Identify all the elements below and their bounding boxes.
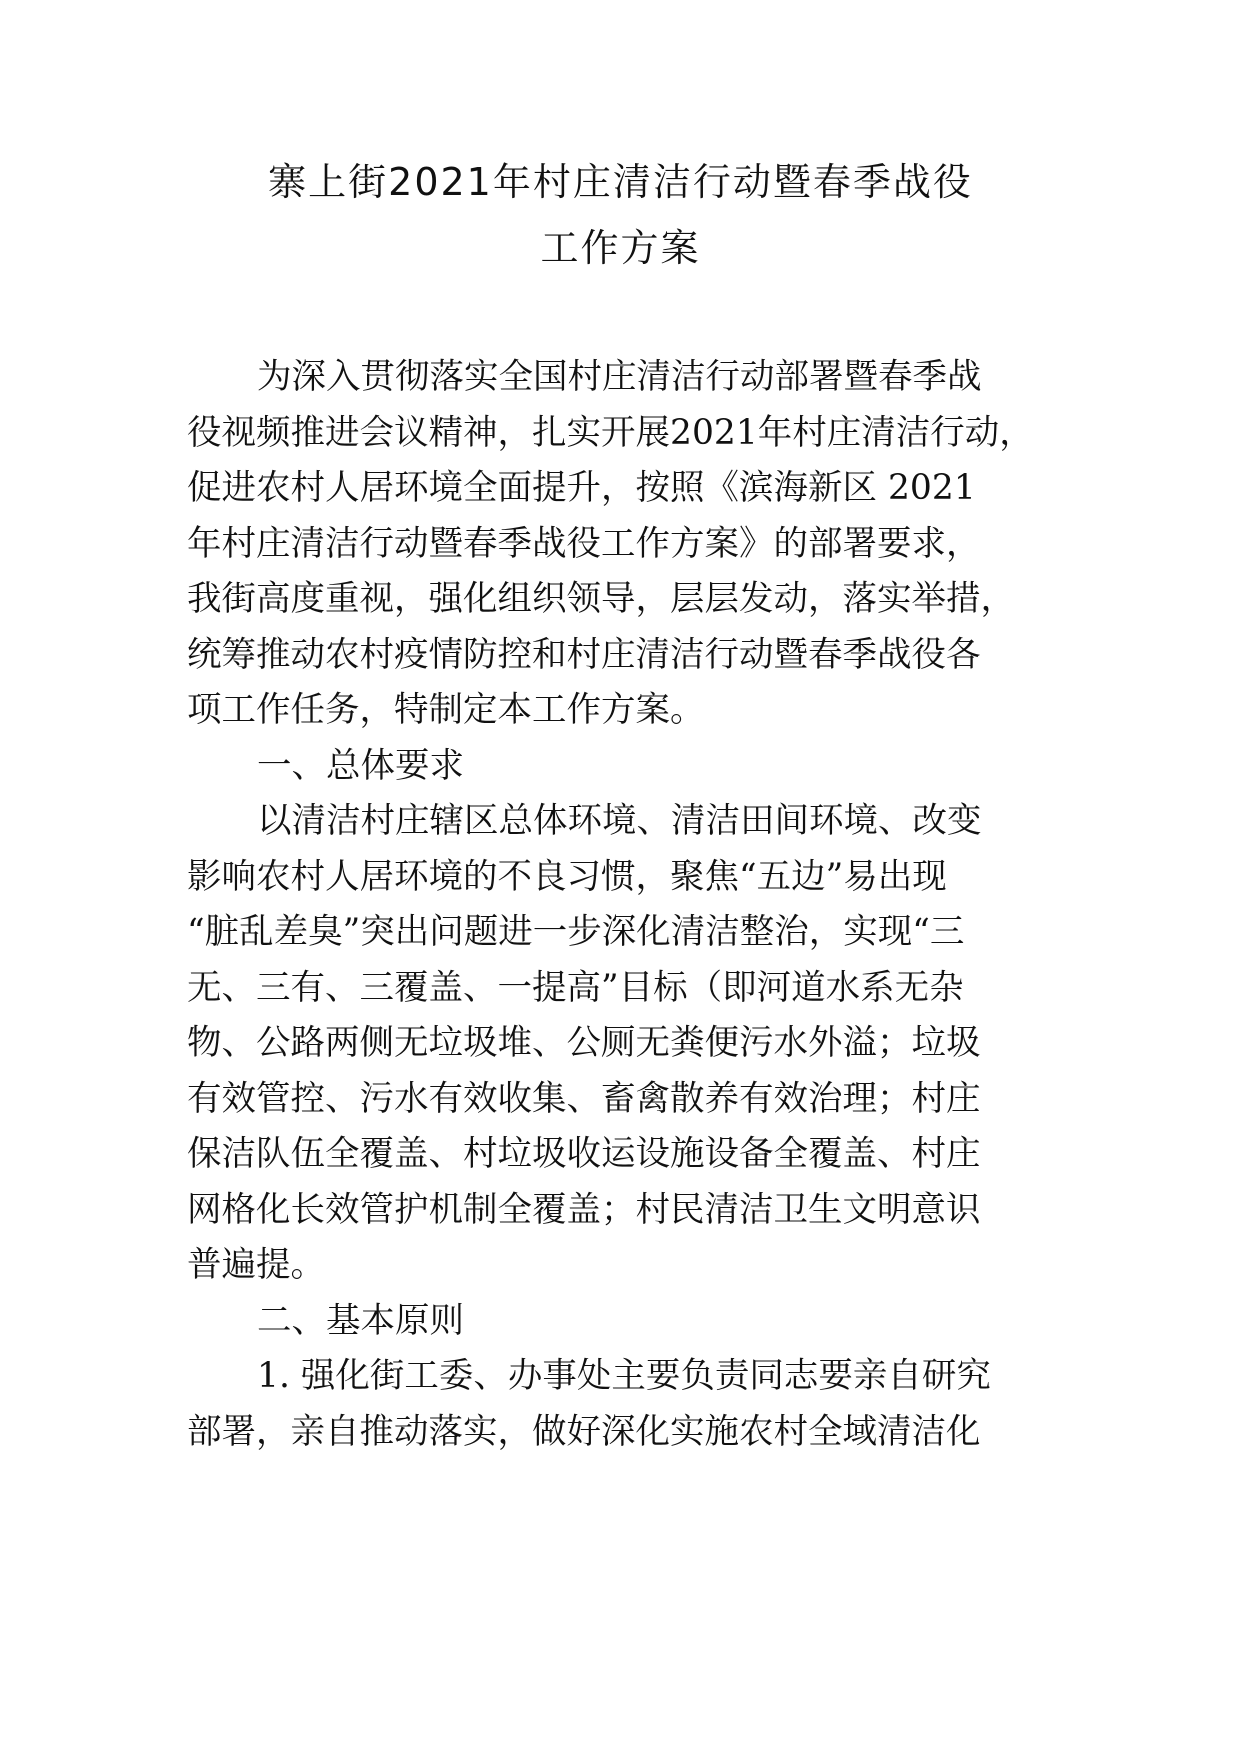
- paragraph-1-line: 役视频推进会议精神，扎实开展2021年村庄清洁行动，: [187, 412, 1034, 453]
- paragraph-2-line: “脏乱差臭”突出问题进一步深化清洁整治，实现“三: [187, 912, 965, 952]
- paragraph-2-line: 物、公路两侧无垃圾堆、公厕无粪便污水外溢；垃圾: [187, 1023, 981, 1063]
- paragraph-2-line: 无、三有、三覆盖、一提高”目标（即河道水系无杂: [187, 967, 964, 1008]
- paragraph-3-line: 1. 强化街工委、办事处主要负责同志要亲自研究: [257, 1356, 991, 1396]
- paragraph-2-line: 保洁队伍全覆盖、村垃圾收运设施设备全覆盖、村庄: [187, 1134, 981, 1174]
- paragraph-1-line: 统筹推动农村疫情防控和村庄清洁行动暨春季战役各: [187, 634, 981, 675]
- document-title-line-1: 寨上街2021年村庄清洁行动暨春季战役: [268, 160, 973, 204]
- section-heading-2: 二、基本原则: [257, 1300, 464, 1341]
- paragraph-2-line: 网格化长效管护机制全覆盖；村民清洁卫生文明意识: [187, 1189, 981, 1230]
- paragraph-2-line: 有效管控、污水有效收集、畜禽散养有效治理；村庄: [187, 1078, 981, 1119]
- section-heading-1: 一、总体要求: [257, 745, 464, 786]
- paragraph-2-line: 影响农村人居环境的不良习惯，聚焦“五边”易出现: [187, 856, 947, 897]
- paragraph-1-line: 我街高度重视，强化组织领导，层层发动，落实举措，: [187, 579, 1015, 619]
- paragraph-2-line: 以清洁村庄辖区总体环境、清洁田间环境、改变: [257, 801, 982, 841]
- paragraph-1-line: 促进农村人居环境全面提升，按照《滨海新区 2021: [187, 468, 976, 508]
- paragraph-1-line: 年村庄清洁行动暨春季战役工作方案》的部署要求，: [187, 523, 981, 564]
- paragraph-1-line: 项工作任务，特制定本工作方案。: [187, 690, 705, 730]
- document-body: [187, 350, 1057, 1460]
- paragraph-1-line: 为深入贯彻落实全国村庄清洁行动部署暨春季战: [257, 357, 982, 397]
- paragraph-2-line: 普遍提。: [187, 1245, 325, 1285]
- paragraph-3-line: 部署，亲自推动落实，做好深化实施农村全域清洁化: [187, 1411, 981, 1452]
- document-title-line-2: 工作方案: [540, 226, 701, 270]
